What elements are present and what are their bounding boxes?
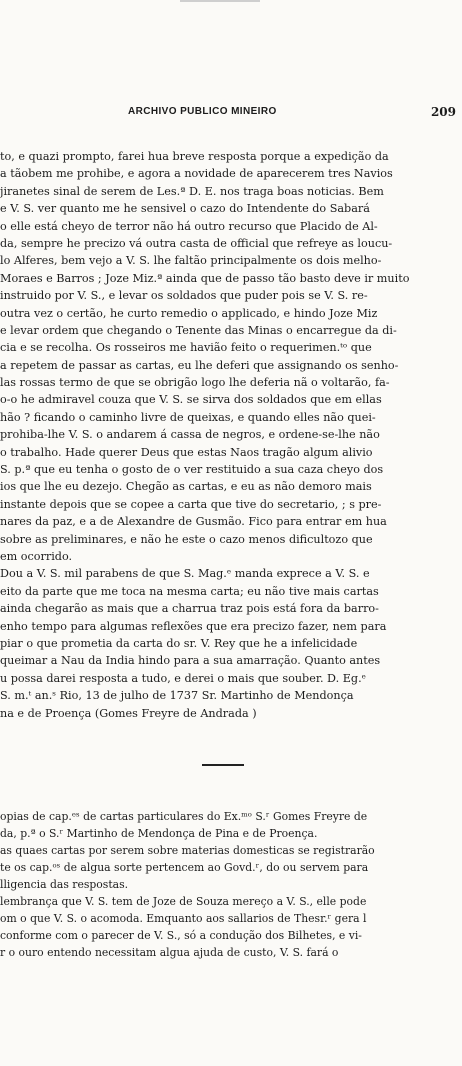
letter-line: outra vez o certão, he curto remedio o applicado, e hindo Joze Miz	[0, 306, 378, 320]
letter-line: jiranetes sinal de serem de Les.ª D. E. nos traga boas noticias. Bem	[0, 184, 384, 198]
footnote-line: lligencia das respostas.	[0, 878, 129, 891]
section-separator	[202, 764, 244, 766]
letter-line: o trabalho. Hade querer Deus que estas Naos tragão algum alivio	[0, 445, 373, 459]
letter-body	[0, 148, 462, 746]
letter-line: hão ? ficando o caminho livre de queixas, e quando elles não quei-	[0, 410, 376, 424]
footnote-body	[0, 808, 462, 974]
letter-line: Dou a V. S. mil parabens de que S. Mag.ᵉ manda exprece a V. S. e	[0, 567, 370, 581]
footnote-line: conforme com o parecer de V. S., só a condução dos Bilhetes, e vi-	[0, 929, 362, 942]
letter-line: las rossas termo de que se obrigão logo lhe deferia nã o voltarão, fa-	[0, 376, 390, 390]
footnote-line: da, p.ª o S.ʳ Martinho de Mendonça de Pina e de Proença.	[0, 827, 318, 840]
footnote-line: r o ouro entendo necessitam algua ajuda de custo, V. S. fará o	[0, 946, 339, 959]
letter-line: na e de Proença (Gomes Freyre de Andrada )	[0, 706, 257, 720]
letter-line: prohiba-lhe V. S. o andarem á cassa de negros, e ordene-se-lhe não	[0, 428, 380, 442]
running-header-title: ARCHIVO PUBLICO MINEIRO	[128, 106, 277, 117]
letter-line: enho tempo para algumas reflexões que era precizo fazer, nem para	[0, 619, 387, 633]
page-number: 209	[430, 105, 456, 119]
letter-line: to, e quazi prompto, farei hua breve resposta porque a expedição da	[0, 150, 389, 163]
top-rule	[180, 0, 260, 2]
footnote-line: lembrança que V. S. tem de Joze de Souza mereço a V. S., elle pode	[0, 895, 367, 908]
letter-line: sobre as preliminares, e não he este o cazo menos dificultozo que	[0, 532, 373, 546]
letter-line: S. m.ᵗ an.ˢ Rio, 13 de julho de 1737 Sr. Martinho de Mendonça	[0, 689, 354, 703]
letter-line: o elle está cheyo de terror não há outro recurso que Placido de Al-	[0, 219, 378, 233]
letter-line: eito da parte que me toca na mesma carta; eu não tive mais cartas	[0, 584, 379, 598]
letter-line: ainda chegarão as mais que a charrua traz pois está fora da barro-	[0, 602, 379, 616]
letter-line: da, sempre he precizo vá outra casta de official que refreye as loucu-	[0, 236, 393, 250]
footnote-line: as quaes cartas por serem sobre materias domesticas se registrarão	[0, 844, 375, 857]
footnote-line: te os cap.ᵒˢ de algua sorte pertencem ao Govd.ʳ, do ou servem para	[0, 861, 369, 874]
letter-line: queimar a Nau da India hindo para a sua amarração. Quanto antes	[0, 654, 381, 668]
letter-line: a repetem de passar as cartas, eu lhe deferi que assignando os senho-	[0, 358, 399, 372]
letter-line: S. p.ª que eu tenha o gosto de o ver restituido a sua caza cheyo dos	[0, 463, 384, 477]
letter-line: instante depois que se copee a carta que tive do secretario, ; s pre-	[0, 497, 382, 511]
letter-line: e levar ordem que chegando o Tenente das Minas o encarregue da di-	[0, 323, 397, 337]
letter-line: piar o que prometia da carta do sr. V. Rey que he a infelicidade	[0, 636, 358, 650]
letter-line: lo Alferes, bem vejo a V. S. lhe faltão principalmente os dois melho-	[0, 254, 382, 268]
letter-line: cia e se recolha. Os rosseiros me havião feito o requerimen.ᵗᵒ que	[0, 341, 372, 355]
letter-line: instruido por V. S., e levar os soldados que puder pois se V. S. re-	[0, 289, 368, 303]
footnote-line: opias de cap.ᵉˢ de cartas particulares do Ex.ᵐᵒ S.ʳ Gomes Freyre de	[0, 810, 368, 823]
letter-line: u possa darei resposta a tudo, e derei o mais que souber. D. Eg.ᵉ	[0, 671, 366, 685]
letter-line: Moraes e Barros ; Joze Miz.ª ainda que de passo tão basto deve ir muito	[0, 271, 410, 285]
letter-line: o-o he admiravel couza que V. S. se sirva dos soldados que em ellas	[0, 393, 382, 407]
letter-line: a tãobem me prohibe, e agora a novidade de aparecerem tres Navios	[0, 167, 393, 181]
letter-line: ios que lhe eu dezejo. Chegão as cartas, e eu as não demoro mais	[0, 480, 372, 494]
letter-line: em ocorrido.	[0, 549, 73, 563]
running-header	[0, 106, 462, 124]
letter-line: nares da paz, e a de Alexandre de Gusmão. Fico para entrar em hua	[0, 515, 387, 529]
footnote-line: om o que V. S. o acomoda. Emquanto aos sallarios de Thesr.ʳ gera l	[0, 912, 367, 925]
letter-line: e V. S. ver quanto me he sensivel o cazo do Intendente do Sabará	[0, 202, 370, 216]
